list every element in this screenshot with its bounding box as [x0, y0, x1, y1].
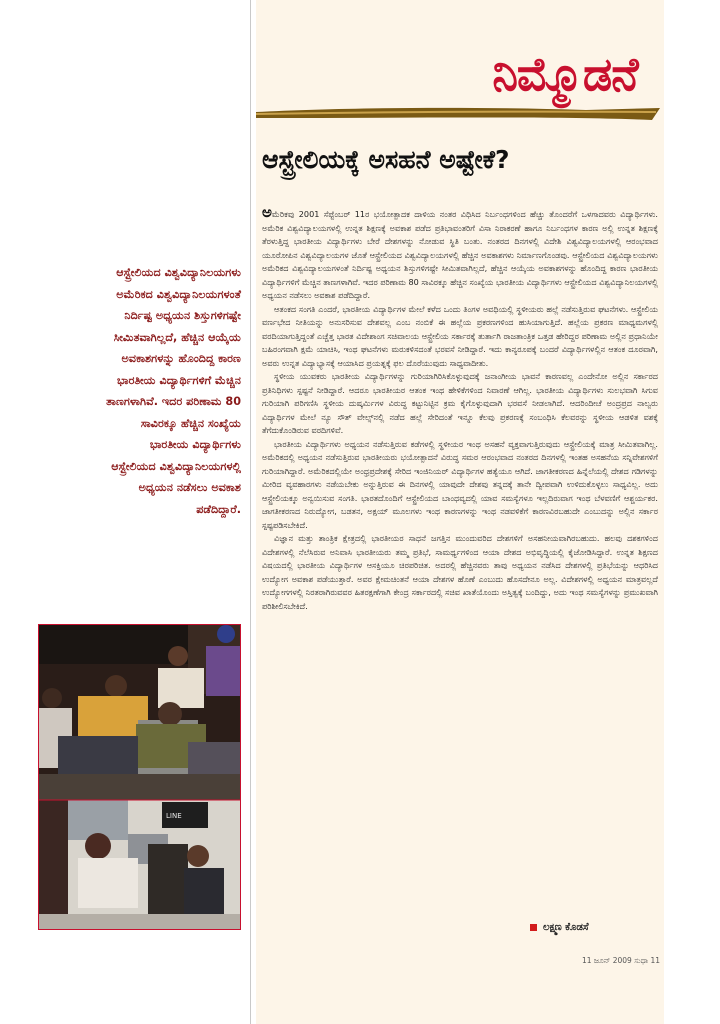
article-body — [262, 206, 658, 936]
article-paragraph: ಆತಂಕದ ಸಂಗತಿ ಎಂದರೆ, ಭಾರತೀಯ ವಿದ್ಯಾರ್ಥಿಗಳ ಮೇಲೆ ಕಳೆದ ಒಂದು ತಿಂಗಳ ಅವಧಿಯಲ್ಲಿ ಸ್ಥಳೀಯರು ಹಲ್ಲೆ ನಡೆಸುತ್ತಿರುವ ಘಟನೆಗಳು. ಆಸ್ಟ್ರೇಲಿಯ ವರ್ಣಭೇದ ನೀತಿಯನ್ನು ಅನುಸರಿಸುವ ದೇಶವಲ್ಲ ಎಂಬ ನಂಬಿಕೆ ಈ ಹಲ್ಲೆಯ ಪ್ರಕರಣಗಳಿಂದ ಹುಸಿಯಾಗುತ್ತಿದೆ. ಹಲ್ಲೆಯ ಪ್ರಕರಣ ಮಾಧ್ಯಮಗಳಲ್ಲಿ ವರದಿಯಾಗುತ್ತಿದ್ದಂತೆ ಎಚ್ಚೆತ್ತ ಭಾರತ ವಿದೇಶಾಂಗ ಸಚಿವಾಲಯ ಆಸ್ಟ್ರೇಲಿಯ ಸರ್ಕಾರಕ್ಕೆ ತುರ್ತಾಗಿ ರಾಜತಾಂತ್ರಿಕ ಒತ್ತಡ ಹೇರಿದ್ದರ ಪರಿಣಾಮ ಅಲ್ಲಿನ ಪ್ರಧಾನಿಯೇ ಬಹಿರಂಗವಾಗಿ ಕ್ಷಮೆ ಯಾಚಿಸಿ, ಇಂಥ ಘಟನೆಗಳು ಮರುಕಳಿಸದಂತೆ ಭರವಸೆ ನೀಡಿದ್ದಾರೆ. ಇದು ಕಾನ್ಯರೂಪಕ್ಕೆ ಬಂದರೆ ವಿದ್ಯಾರ್ಥಿಗಳಲ್ಲಿನ ಆತಂಕ ದೂರವಾಗಿ, ಅವರು ಉನ್ನತ ವಿದ್ಯಾಭ್ಯಾಸಕ್ಕೆ ಆಯಾಸಿದ ಪ್ರಯತ್ನಕ್ಕೆ ಫಲ ದೊರೆಯುವುದು ಸಾಧ್ಯವಾದೀತು. — [262, 303, 658, 368]
pull-quote-line: ಸಾವಿರಕ್ಕೂ ಹೆಚ್ಚಿನ ಸಂಖ್ಯೆಯ — [140, 416, 241, 430]
pull-quote-line: ಭಾರತೀಯ ವಿದ್ಯಾರ್ಥಿಗಳಿಗೆ ಮೆಚ್ಚಿನ — [117, 373, 241, 387]
author-byline — [530, 922, 660, 933]
paragraph-text: ಮೆರಿಕವು 2001 ಸೆಪ್ಟೆಂಬರ್ 11ರ ಭಯೋತ್ಪಾದಕ ದಾಳಿಯ ನಂತರ ವಿಧಿಸಿದ ನಿರ್ಬಂಧಗಳಿಂದ ಹೆಚ್ಚು ತೊಂದರೆಗೆ ಒಳಗಾದವರು ವಿದ್ಯಾರ್ಥಿಗಳು. ಅಮೆರಿಕ ವಿಶ್ವವಿದ್ಯಾಲಯಗಳಲ್ಲಿ ಉನ್ನತ ಶಿಕ್ಷಣಕ್ಕೆ ಅವಕಾಶ ಪಡೆದ ಪ್ರತಿಭಾವಂತರಿಗೆ ವಿಸಾ ನಿರಾಕರಣೆ ಹಾಗೂ ನಿರ್ಬಂಧಗಳ ಕಾರಣ ಅಲ್ಲಿ ಉನ್ನತ ಶಿಕ್ಷಣಕ್ಕೆ ತೆರಳುತ್ತಿದ್ದ ಭಾರತೀಯ ವಿದ್ಯಾರ್ಥಿಗಳು ಬೇರೆ ದೇಶಗಳನ್ನು ನೋಡುವ ಸ್ಥಿತಿ ಬಂತು. ನಂತರದ ದಿನಗಳಲ್ಲಿ ವಿದೇಶಿ ವಿಶ್ವವಿದ್ಯಾಲಯಗಳಲ್ಲಿ ಆರಂಭವಾದ ಯೂರೋಪಿನ ವಿಶ್ವವಿದ್ಯಾಲಯಗಳ ಜೊತೆ ಆಸ್ಟ್ರೇಲಿಯದ ವಿಶ್ವವಿದ್ಯಾಲಯಗಳಲ್ಲಿ ಹೆಚ್ಚಿನ ಅವಕಾಶಗಳು ನಿರ್ಮಾಣಗೊಂಡವು. ಆಸ್ಟ್ರೇಲಿಯದ ವಿಶ್ವವಿದ್ಯಾಲಯಗಳು ಅಮೆರಿಕದ ವಿಶ್ವವಿದ್ಯಾಲಯಗಳಂತೆ ನಿರ್ದಿಷ್ಟ ಅಧ್ಯಯನ ಶಿಸ್ತುಗಳಿಗಷ್ಟೇ ಸೀಮಿತವಾಗಿಲ್ಲದೆ, ಹೆಚ್ಚಿನ ಆಯ್ಕೆಯ ಅವಕಾಶಗಳನ್ನು ಹೊಂದಿದ್ದ ಕಾರಣ ಭಾರತೀಯ ವಿದ್ಯಾರ್ಥಿಗಳಿಗೆ ಮೆಚ್ಚಿನ ತಾಣಗಳಾಗಿವೆ. ಇದರ ಪರಿಣಾಮ 80 ಸಾವಿರಕ್ಕೂ ಹೆಚ್ಚಿನ ಸಂಖ್ಯೆಯ ಭಾರತೀಯ ವಿದ್ಯಾರ್ಥಿಗಳು ಆಸ್ಟ್ರೇಲಿಯದ ವಿಶ್ವವಿದ್ಯಾನಿಲಯಗಳಲ್ಲಿ ಅಧ್ಯಯನ ನಡೆಸಲು ಅವಕಾಶ ಪಡೆದಿದ್ದಾರೆ. — [262, 209, 658, 300]
section-masthead: ನಿಮ್ಮೊಡನೆ — [492, 47, 638, 101]
pull-quote-line: ಸೀಮಿತವಾಗಿಲ್ಲದೆ, ಹೆಚ್ಚಿನ ಆಯ್ಕೆಯ — [113, 330, 241, 344]
author-name: ಲಕ್ಷ್ಮಣ ಕೊಡಸೆ — [543, 922, 589, 933]
pull-quote-line: ಆಸ್ಟ್ರೇಲಿಯದ ವಿಶ್ವವಿದ್ಯಾನಿಲಯಗಳು — [116, 266, 241, 279]
pull-quote-line: ನಿರ್ದಿಷ್ಟ ಅಧ್ಯಯನ ಶಿಸ್ತುಗಳಿಗಷ್ಟೇ — [124, 309, 241, 322]
byline-square-icon — [530, 924, 537, 931]
drop-cap: ಅ — [262, 206, 272, 221]
article-paragraph: ಭಾರತೀಯ ವಿದ್ಯಾರ್ಥಿಗಳು ಅಧ್ಯಯನ ನಡೆಸುತ್ತಿರುವ ಕಡೆಗಳಲ್ಲಿ ಸ್ಥಳೀಯರ ಇಂಥ ಅಸಹನೆ ವ್ಯಕ್ತವಾಗುತ್ತಿರುವುದು ಆಸ್ಟ್ರೇಲಿಯಕ್ಕೆ ಮಾತ್ರ ಸೀಮಿತವಾಗಿಲ್ಲ. ಅಮೆರಿಕದಲ್ಲಿ ಅಧ್ಯಯನ ನಡೆಸುತ್ತಿರುವ ಭಾರತೀಯರು ಭಯೋತ್ಪಾದನೆ ವಿರುದ್ಧ ಸಮರ ಆರಂಭವಾದ ನಂತರದ ದಿನಗಳಲ್ಲಿ ಇಂತಹ ಅಸಹನೆಯ ಸನ್ನಿವೇಶಗಳಿಗೆ ಗುರಿಯಾಗಿದ್ದಾರೆ. ಅಮೆರಿಕದಲ್ಲಿಯೇ ಅಂಧ್ರಪ್ರದೇಶಕ್ಕೆ ಸೇರಿದ ಇಂಜಿನಿಯರ್ ವಿದ್ಯಾರ್ಥಿಗಳ ಹತ್ಯೆಯೂ ಆಗಿದೆ. ಜಾಗತೀಕರಣದ ಹಿನ್ನೆಲೆಯಲ್ಲಿ ದೇಶದ ಗಡಿಗಳನ್ನು ಮೀರಿದ ವ್ಯವಹಾರಗಳು ನಡೆಯಬೇಕು ಅನ್ನುತ್ತಿರುವ ಈ ದಿನಗಳಲ್ಲಿ ಯಾವುದೇ ದೇಶವು ತನ್ನದಕ್ಕೆ ತಾನೇ ದ್ವೀಪವಾಗಿ ಉಳಿದುಕೊಳ್ಳಲು ಸಾಧ್ಯವಿಲ್ಲ. ಅದು ಆಸ್ಟ್ರೇಲಿಯಕ್ಕೂ ಅನ್ವಯಿಸುವ ಸಂಗತಿ. ಭಾರತದೊಂದಿಗೆ ಆಸ್ಟ್ರೇಲಿಯದ ಬಾಂಧವ್ಯದಲ್ಲಿ ಯಾವ ಸಮಸ್ಯೆಗಳೂ ಇಲ್ಲದಿರುವಾಗ ಇಂಥ ಬೆಳವಣಿಗೆ ಆಶ್ಚರ್ಯಕರ. ಜಾಗತೀಕರಣದ ನಿರುದ್ಯೋಗ, ಬಡತನ, ಅಕ್ಷಯ್ ಮೂಲಗಳು ಇಂಥ ಕಾರಣಗಳನ್ನು ಇಂಥ ನಡವಳಿಕೆಗೆ ಕಾರಣವಿರಬಹುದೇ ಎಂಬುದನ್ನು ಅಲ್ಲಿನ ಸರ್ಕಾರ ಸ್ಪಷ್ಟಪಡಿಸಬೇಕಿದೆ. — [262, 438, 658, 530]
pull-quote-line: ಅಮೆರಿಕದ ವಿಶ್ವವಿದ್ಯಾನಿಲಯಗಳಂತೆ — [116, 287, 241, 301]
student-protest-photo — [38, 624, 241, 930]
seated-students-photo — [38, 624, 241, 800]
page-folio: 11 ಜೂನ್ 2009 ಸುಧಾ 11 — [582, 956, 660, 965]
sign-text: LINE — [166, 812, 182, 820]
article-paragraph: ಸ್ಥಳೀಯ ಯುವಕರು ಭಾರತೀಯ ವಿದ್ಯಾರ್ಥಿಗಳನ್ನು ಗುರಿಯಾಗಿರಿಸಿಕೊಳ್ಳುವುದಕ್ಕೆ ಜನಾಂಗೀಯ ಭಾವನೆ ಕಾರಣವಲ್ಲ ಎಂದೇನೋ ಅಲ್ಲಿನ ಸರ್ಕಾರದ ಪ್ರತಿನಿಧಿಗಳು ಸ್ಪಷ್ಟನೆ ನೀಡಿದ್ದಾರೆ. ಆದರೂ ಭಾರತೀಯರ ಆತಂಕ ಇಂಥ ಹೇಳಿಕೆಗಳಿಂದ ನಿವಾರಣೆ ಆಗಿಲ್ಲ. ಭಾರತೀಯ ವಿದ್ಯಾರ್ಥಿಗಳು ಸುಲಭವಾಗಿ ಸಿಗುವ ಗುರಿಯಾಗಿ ಪರಿಗಣಿಸಿ ಸ್ಥಳೀಯ ದುಷ್ಕರ್ಮಿಗಳ ವಿರುದ್ಧ ಕಟ್ಟುನಿಟ್ಟಿನ ಕ್ರಮ ಕೈಗೊಳ್ಳುವುದಾಗಿ ಭರವಸೆ ನೀಡಲಾಗಿದೆ. ಆದರಿಂದೀಚೆ ಅಂದ್ರಪ್ರದ ನಾಲ್ವರು ವಿದ್ಯಾರ್ಥಿಗಳ ಮೇಲೆ ನ್ಯೂ ಸೌತ್ ವೇಲ್ಸ್‌ನಲ್ಲಿ ನಡೆದ ಹಲ್ಲೆ ಸೇರಿದಂತೆ ಇನ್ನೂ ಕೆಲವು ಪ್ರಕರಣಕ್ಕೆ ಸಂಬಂಧಿಸಿ ಕೆಲವರನ್ನು ಸ್ಥಳೀಯ ಆಡಳಿತ ವಶಕ್ಕೆ ತೆಗೆದುಕೊಂಡಿರುವ ವರದಿಗಳಿವೆ. — [262, 371, 658, 435]
pull-quote-line: ಆಸ್ಟ್ರೇಲಿಯದ ವಿಶ್ವವಿದ್ಯಾನಿಲಯಗಳಲ್ಲಿ — [111, 459, 241, 473]
article-paragraph — [262, 206, 658, 303]
pull-quote-line: ಅವಕಾಶಗಳನ್ನು ಹೊಂದಿದ್ದ ಕಾರಣ — [121, 352, 241, 365]
article-headline: ಆಸ್ಟ್ರೇಲಿಯಕ್ಕೆ ಅಸಹನೆ ಅಷ್ಟೇಕೆ? — [262, 145, 510, 174]
brush-stroke-divider — [256, 104, 660, 124]
pull-quote-line: ಪಡೆದಿದ್ದಾರೆ. — [196, 502, 241, 516]
pull-quote-line: ಅಧ್ಯಯನ ನಡೆಸಲು ಅವಕಾಶ — [138, 481, 241, 494]
street-scene-photo — [38, 800, 241, 930]
pull-quote-line: ಭಾರತೀಯ ವಿದ್ಯಾರ್ಥಿಗಳು — [149, 438, 241, 451]
pull-quote — [36, 262, 241, 520]
article-paragraph: ವಿಜ್ಞಾನ ಮತ್ತು ತಾಂತ್ರಿಕ ಕ್ಷೇತ್ರದಲ್ಲಿ ಭಾರತೀಯರ ಸಾಧನೆ ಜಗತ್ತಿನ ಮುಂದುವರಿದ ದೇಶಗಳಿಗೆ ಅಸಹನೀಯವಾಗಿರಬಹುದು. ಹಲವು ದಶಕಗಳಿಂದ ವಿದೇಶಗಳಲ್ಲಿ ನೆಲೆಸಿರುವ ಅನಿವಾಸಿ ಭಾರತೀಯರು ತಮ್ಮ ಪ್ರತಿಭೆ, ಸಾಮರ್ಥ್ಯಗಳಿಂದ ಆಯಾ ದೇಶದ ಅಭಿವೃದ್ಧಿಯಲ್ಲಿ ಕೈಜೋಡಿಸಿದ್ದಾರೆ. ಉನ್ನತ ಶಿಕ್ಷಣದ ವಿಷಯದಲ್ಲಿ ಭಾರತೀಯ ವಿದ್ಯಾರ್ಥಿಗಳ ಆಸಕ್ತಿಯೂ ಚಿರಪರಿಚಿತ. ಅದರಲ್ಲಿ ಹೆಚ್ಚಿನವರು ತಾವು ಅಧ್ಯಯನ ನಡೆಸಿದ ದೇಶಗಳಲ್ಲಿ ಪ್ರತಿಭೆಯನ್ನು ಆಧರಿಸಿದ ಉದ್ಯೋಗ ಅವಕಾಶ ಪಡೆಯುತ್ತಾರೆ. ಅವರ ಕ್ಷೇಮಚಿಂತನೆ ಆಯಾ ದೇಶಗಳ ಹೊಣೆ ಎಂಬುದು ಹೊಸದೇನೂ ಅಲ್ಲ. ವಿದೇಶಗಳಲ್ಲಿ ಅಧ್ಯಯನ ಮಾತ್ರವಲ್ಲದೆ ಉದ್ಯೋಗಗಳಲ್ಲಿ ನಿರತರಾಗಿರುವವರ ಹಿತರಕ್ಷಣೆಗಾಗಿ ಕೇಂದ್ರ ಸರ್ಕಾರದಲ್ಲಿ ಸಚಿವ ಖಾತೆಯೊಂದು ಅಸ್ತಿತ್ವಕ್ಕೆ ಬಂದಿದ್ದು, ಅದು ಇಂಥ ಸಮಸ್ಯೆಗಳನ್ನು ಪ್ರಮುಖವಾಗಿ ಪರಿಶೀಲಿಸಬೇಕಿದೆ. — [262, 533, 658, 611]
page-fold-line — [250, 0, 251, 1024]
pull-quote-line: ತಾಣಗಳಾಗಿವೆ. ಇದರ ಪರಿಣಾಮ 80 — [106, 395, 241, 408]
